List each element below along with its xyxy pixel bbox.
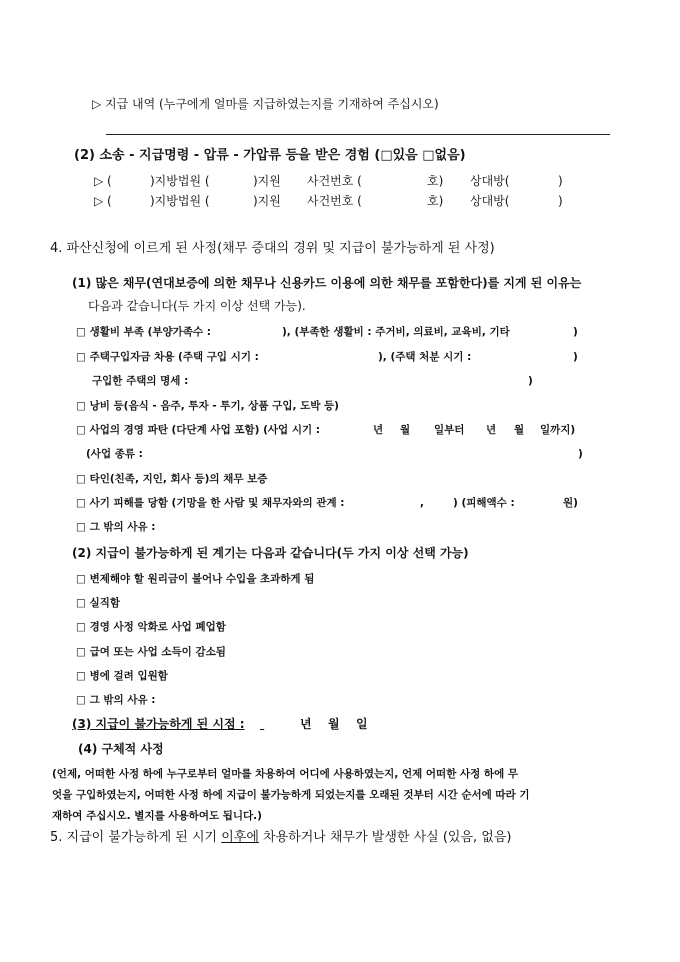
q3-month: 월 (328, 717, 340, 731)
item-business-type: (사업 종류 : (86, 448, 143, 460)
section5-underlined: 이후에 (221, 830, 259, 845)
business-start-year: 년 (373, 424, 384, 436)
row-close: ) (558, 174, 563, 188)
item-housing-disposal: ), (주택 처분 시기 : (378, 351, 472, 363)
section5-prefix: 5. 지급이 불가능하게 된 시기 (50, 830, 218, 845)
item-housing-loan: □ 주택구입자금 차용 (주택 구입 시기 : (76, 351, 259, 363)
q3-date (260, 717, 370, 731)
q2-item-unemployed: □ 실직함 (76, 597, 121, 609)
q2-title: (2) 지급이 불가능하게 된 계기는 다음과 같습니다(두 가지 이상 선택 가능) (72, 546, 469, 560)
section4-title: 4. 파산신청에 이르게 된 사정(채무 증대의 경위 및 지급이 불가능하게 된 사정) (50, 241, 495, 256)
business-start-day: 일부터 (434, 424, 465, 436)
q3-label-text: (3) 지급이 불가능하게 된 시점 : (72, 717, 245, 731)
business-end-year: 년 (486, 424, 497, 436)
row-ho: 호) (427, 194, 444, 208)
business-end-day: 일까지) (540, 424, 576, 436)
q1-line2: 다음과 같습니다(두 가지 이상 선택 가능). (88, 299, 306, 313)
lawsuit-title: (2) 소송 - 지급명령 - 압류 - 가압류 등을 받은 경험 (□있음 □없음) (74, 148, 466, 163)
row-opponent: 상대방( (470, 194, 510, 208)
q2-item-business-closed: □ 경영 사정 악화로 사업 폐업함 (76, 621, 226, 633)
q3-day: 일 (356, 717, 368, 731)
row-district-court: )지방법원 ( (150, 174, 210, 188)
q4-line2: 엇을 구입하였는지, 어떠한 사정 하에 지급이 불가능하게 되었는지를 오래된 것부터 시간 순서에 따라 기 (52, 789, 530, 801)
q2-item-hospitalized: □ 병에 걸려 입원함 (76, 670, 168, 682)
business-start-month: 월 (400, 424, 411, 436)
q3-label (72, 717, 245, 731)
item-other-reason: □ 그 밖의 사유 : (76, 521, 156, 533)
q1-line1: (1) 많은 채무(연대보증에 의한 채무나 신용카드 이용에 의한 채무를 포함한다)를 지게 된 이유는 (72, 276, 582, 290)
payment-detail-line: ▷ 지급 내역 (누구에게 얼마를 지급하였는지를 기재하여 주십시오) (92, 97, 439, 111)
row-bracket: ▷ ( (94, 174, 112, 188)
item-house-details: 구입한 주택의 명세 : (92, 375, 189, 387)
q2-item-income-decreased: □ 급여 또는 사업 소득이 감소됨 (76, 646, 226, 658)
row-opponent: 상대방( (470, 174, 510, 188)
row-case-number: 사건번호 ( (307, 194, 362, 208)
item-living-cost: □ 생활비 부족 (부양가족수 : (76, 326, 211, 338)
row-district-court: )지방법원 ( (150, 194, 210, 208)
q2-item-other: □ 그 밖의 사유 : (76, 694, 156, 706)
q2-item-principal: □ 변제해야 할 원리금이 불어나 수입을 초과하게 됨 (76, 573, 315, 585)
item-waste: □ 낭비 등(음식 - 음주, 투자 - 투기, 상품 구입, 도박 등) (76, 400, 339, 412)
section5-title (50, 830, 511, 846)
q4-line1: (언제, 어떠한 사정 하에 누구로부터 얼마를 차용하여 어디에 사용하였는지, 언제 어떠한 사정 하에 무 (52, 768, 519, 780)
item-business-type-close: ) (578, 448, 583, 460)
item-fraud-comma: , (420, 497, 424, 509)
item-guarantee: □ 타인(친족, 지인, 회사 등)의 채무 보증 (76, 473, 268, 485)
item-fraud-amount: ) (피해액수 : (453, 497, 515, 509)
item-business-failure: □ 사업의 경영 파탄 (다단계 사업 포함) (사업 시기 : (76, 424, 320, 436)
item-fraud-won: 원) (563, 497, 578, 509)
item-house-details-close: ) (528, 375, 533, 387)
item-living-cost-detail: ), (부족한 생활비 : 주거비, 의료비, 교육비, 기타 (282, 326, 510, 338)
row-close: ) (558, 194, 563, 208)
item-living-cost-close: ) (573, 326, 578, 338)
row-branch: )지원 (253, 174, 281, 188)
item-fraud: □ 사기 피해를 당함 (기망을 한 사람 및 채무자와의 관계 : (76, 497, 345, 509)
q3-year: 년 (300, 717, 312, 731)
section5-suffix: 차용하거나 채무가 발생한 사실 (있음, 없음) (263, 830, 512, 845)
row-ho: 호) (427, 174, 444, 188)
business-end-month: 월 (514, 424, 525, 436)
q4-line3: 재하여 주십시오. 별지를 사용하여도 됩니다.) (52, 810, 262, 822)
q4-title: (4) 구체적 사정 (78, 742, 164, 756)
row-branch: )지원 (253, 194, 281, 208)
item-housing-close: ) (573, 351, 578, 363)
fill-in-rule (106, 134, 610, 135)
row-case-number: 사건번호 ( (307, 174, 362, 188)
row-bracket: ▷ ( (94, 194, 112, 208)
